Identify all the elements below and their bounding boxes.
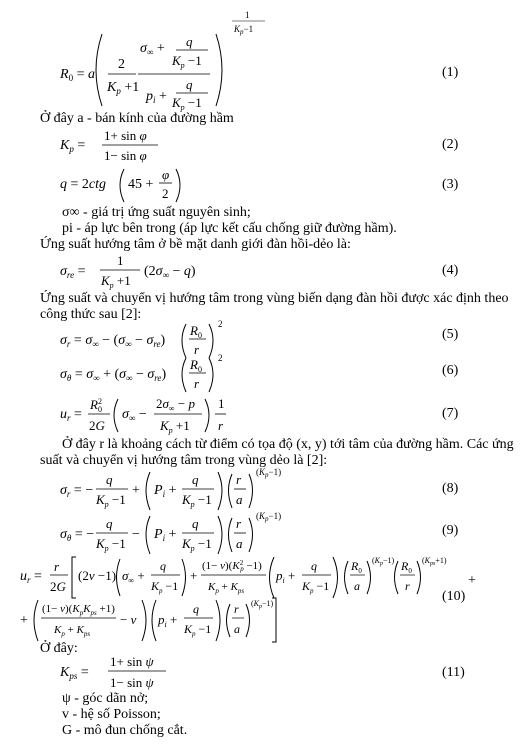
svg-text:− v: − v: [120, 612, 137, 627]
paragraph-pi: pi - áp lực bên trong (áp lực kết cấu chống giữ đường hầm).: [62, 221, 397, 236]
svg-text:1: 1: [218, 396, 225, 411]
svg-text:1: 1: [117, 253, 124, 268]
equation-3: [60, 164, 200, 206]
svg-text:−: −: [132, 527, 140, 542]
equation-6: [60, 352, 230, 396]
svg-text:45 +: 45 +: [128, 177, 154, 192]
svg-text:Kp −1: $K_p -1$: [182, 492, 212, 509]
svg-text:+: +: [132, 483, 140, 498]
svg-text:σ∞ −: $\sigma_\infty$ −: [122, 407, 147, 423]
svg-text:Kp +1: $K_p +1$: [107, 80, 140, 96]
svg-text:(1− v)(KpKps +1): $(1- v)(K_pK_{ps} +1)$: [42, 603, 115, 617]
svg-text:r: r: [194, 376, 200, 391]
svg-text:2G: 2G: [89, 418, 105, 433]
svg-text:pi +: $p_i$ +: [146, 89, 167, 105]
equation-number-1: (1): [442, 65, 459, 80]
equation-10-line-2: [20, 596, 280, 644]
svg-text:σθ = σ∞ + (σ∞ − σre): $\sigma_\theta = \sigma_\infty + (\sigma_\infty - \sigma_{re})$: [60, 367, 167, 383]
svg-text:2: 2: [218, 353, 223, 363]
svg-text:r: r: [236, 516, 242, 531]
svg-text:Kp −1: $K_p -1$: [96, 492, 126, 509]
equation-10-plus: +: [468, 573, 476, 588]
svg-text:1− sin φ: 1− sin φ: [104, 148, 147, 163]
equation-7: [60, 394, 250, 436]
svg-text:(1− v)(K2p −1): $(1- v)(K^2$ p −1): [202, 559, 262, 573]
svg-text:r: r: [234, 602, 239, 616]
svg-text:Kps =: $K_{ps}$ =: [60, 665, 89, 681]
svg-text:Kp −1: $K_p -1$: [96, 536, 126, 553]
equation-number-11: (11): [442, 665, 465, 680]
svg-text:1+ sin φ: 1+ sin φ: [104, 128, 147, 143]
svg-text:R0 = a: $R_0 = a$: [60, 67, 95, 83]
svg-text:σre =: $\sigma_{re}$ =: [60, 264, 86, 280]
svg-text:R0: $R_0$: [401, 559, 412, 575]
svg-text:Kp + Kps: $K_p + K_{ps}$: [208, 581, 245, 595]
equation-number-7: (7): [442, 406, 459, 421]
svg-text:(Kp−1): $(K_p-1)$: [256, 511, 282, 523]
svg-text:q: q: [193, 602, 199, 616]
svg-text:2G: 2G: [50, 579, 66, 594]
svg-text:R0: $R_0$: [190, 357, 202, 374]
equation-8: [60, 466, 290, 514]
svg-text:R0: $R_0$: [351, 559, 362, 575]
svg-text:q: q: [186, 34, 193, 49]
svg-text:(Kp−1): $(K_p-1)$: [372, 556, 395, 567]
equation-number-3: (3): [442, 177, 459, 192]
paragraph-r-distance-2: suất và chuyển vị hướng tâm trong vùng dẻo là [2]:: [40, 453, 328, 468]
svg-text:Pi +: $P_i$ +: [154, 483, 177, 499]
paragraph-elastic-zone-2: công thức sau [2]:: [40, 307, 142, 322]
paragraph-radial-stress: Ứng suất hướng tâm ở bề mặt danh giới đàn hồi-dẻo là:: [40, 237, 351, 252]
paragraph-shear-modulus: G - mô đun chống cắt.: [62, 723, 188, 738]
svg-text:2: 2: [218, 319, 223, 329]
svg-text:2: 2: [162, 186, 169, 201]
svg-text:Kp −1: $K_p -1$: [184, 622, 212, 638]
svg-text:Kp =: $K_p$ =: [60, 138, 86, 154]
svg-text:+: +: [190, 568, 198, 583]
equation-number-4: (4): [442, 263, 459, 278]
svg-text:(Kp−1): $(K_p-1)$: [256, 467, 282, 479]
paragraph-where: Ở đây:: [40, 641, 78, 656]
svg-text:a: a: [236, 536, 243, 551]
paragraph-elastic-zone-1: Ứng suất và chuyển vị hướng tâm trong vùng biến dạng đàn hồi được xác định theo: [40, 291, 509, 306]
paragraph-dilation-angle: ψ - góc dãn nở;: [62, 691, 149, 706]
svg-text:Kp−1: $K_p-1$: [234, 24, 254, 36]
svg-text:φ: φ: [162, 167, 170, 182]
svg-text:2: 2: [118, 57, 125, 72]
svg-text:a: a: [236, 492, 243, 507]
svg-text:q: q: [106, 472, 113, 487]
svg-text:q: q: [192, 516, 199, 531]
paragraph-tunnel-radius: Ở đây a - bán kính của đường hầm: [40, 111, 234, 126]
equation-number-9: (9): [442, 523, 459, 538]
equation-9: [60, 510, 290, 558]
svg-text:ur =: $u_r$ =: [20, 569, 42, 585]
svg-text:Kp +1: $K_p +1$: [101, 273, 131, 290]
equation-number-5: (5): [442, 327, 459, 342]
svg-text:a: a: [354, 579, 360, 593]
svg-text:R0: $R_0$: [190, 323, 202, 340]
svg-text:a: a: [234, 622, 240, 636]
svg-text:+: +: [20, 613, 28, 628]
svg-text:2σ∞ − p: $2\sigma_\infty - p$: [156, 396, 195, 413]
equation-number-2: (2): [442, 137, 459, 152]
svg-text:pi +: $p_i$ +: [276, 568, 296, 585]
equation-number-10: (10): [442, 589, 466, 604]
svg-text:1: 1: [245, 10, 250, 20]
equation-11: [60, 652, 200, 692]
paragraph-sigma-inf: σ∞ - giá trị ứng suất nguyên sinh;: [62, 205, 251, 220]
svg-text:Kp −1: $K_p -1$: [302, 579, 330, 595]
svg-text:r: r: [236, 472, 242, 487]
svg-text:Pi +: $P_i$ +: [154, 527, 177, 543]
svg-text:R20: $R^2$ 0: [90, 397, 102, 414]
svg-text:q = 2ctg: q = 2ctg: [60, 177, 107, 192]
svg-text:σr = −: $\sigma_r$ = −: [60, 483, 94, 499]
equation-number-8: (8): [442, 481, 459, 496]
svg-text:σθ = −: $\sigma_\theta$ = −: [60, 527, 95, 543]
svg-text:Kp −1: $K_p -1$: [172, 95, 202, 112]
paragraph-poisson: v - hệ số Poisson;: [62, 707, 161, 722]
svg-text:σ∞ +: $\sigma_\infty$ +: [140, 41, 165, 57]
svg-text:Kp −1: $K_p -1$: [172, 53, 202, 70]
equation-1: [60, 6, 280, 110]
equation-number-6: (6): [442, 363, 459, 378]
svg-text:(Kp−1): $(K_p-1)$: [251, 599, 274, 610]
svg-text:1− sin ψ: 1− sin ψ: [110, 675, 154, 690]
svg-text:1+ sin ψ: 1+ sin ψ: [110, 654, 154, 669]
svg-text:Kp −1: $K_p -1$: [182, 536, 212, 553]
svg-text:q: q: [160, 559, 166, 573]
svg-text:r: r: [218, 418, 224, 433]
svg-text:q: q: [186, 77, 193, 92]
svg-text:σ∞ +: $\sigma_\infty$ +: [122, 568, 145, 585]
svg-text:q: q: [106, 516, 113, 531]
equation-2: [60, 126, 190, 164]
paragraph-r-distance-1: Ở đây r là khoảng cách từ điểm có tọa độ (x, y) tới tâm của đường hầm. Các ứng: [62, 437, 514, 452]
svg-text:Kp −1: $K_p -1$: [151, 579, 179, 595]
svg-text:r: r: [54, 559, 60, 574]
svg-text:r: r: [194, 342, 200, 357]
svg-text:σr = σ∞ − (σ∞ − σre): $\sigma_r = \sigma_\infty - (\sigma_\infty - \sigma_{re})$: [60, 333, 166, 349]
svg-text:q: q: [311, 559, 317, 573]
svg-text:q: q: [192, 472, 199, 487]
equation-4: [60, 252, 230, 290]
svg-text:(2σ∞ − q): $(2\sigma_\infty - q)$: [144, 264, 196, 280]
svg-text:ur =: $u_r$ =: [60, 407, 82, 423]
equation-10-line-1: [20, 554, 447, 600]
svg-text:Kp + Kps: $K_p + K_{ps}$: [54, 624, 91, 638]
svg-text:r: r: [405, 579, 410, 593]
svg-text:Kp +1: $K_p +1$: [160, 418, 190, 435]
svg-text:(Kps+1): $(K_{ps}+1)$: [422, 556, 447, 567]
svg-text:pi +: $p_i$ +: [158, 612, 178, 629]
svg-text:(2v −1): (2v −1): [78, 568, 117, 583]
